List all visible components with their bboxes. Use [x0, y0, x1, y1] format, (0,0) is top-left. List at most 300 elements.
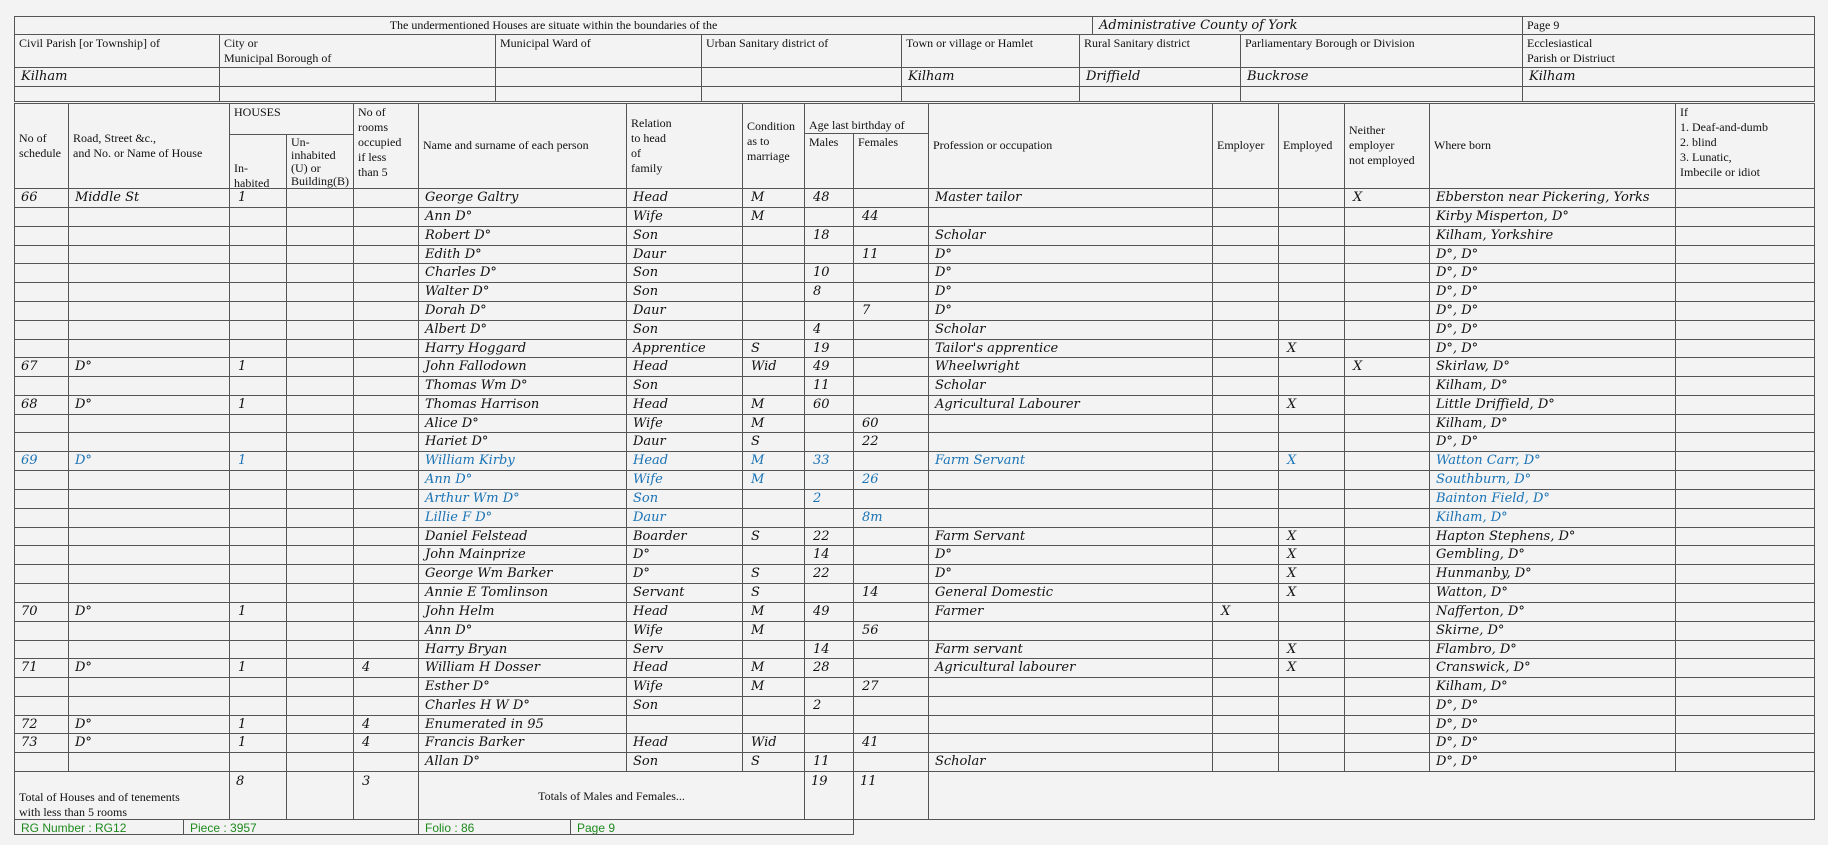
- cell-inhabited: 1: [229, 715, 287, 734]
- cell-uninhabited: [286, 489, 354, 509]
- col-relation-header: Relation to head of family: [626, 103, 743, 189]
- cell-road: [68, 320, 230, 340]
- cell-rooms: [353, 339, 419, 358]
- cell-neither: [1344, 545, 1430, 565]
- cell-relation: Head: [626, 395, 743, 415]
- cell-relation: Boarder: [626, 527, 743, 546]
- cell-relation: Wife: [626, 207, 743, 227]
- cell-schedule: [14, 282, 69, 302]
- cell-condition: [742, 508, 805, 528]
- cell-females: [853, 320, 929, 340]
- cell-neither: [1344, 621, 1430, 641]
- cell-females: [853, 602, 929, 622]
- cell-males: [804, 621, 854, 641]
- cell-where-born: Cranswick, D°: [1429, 658, 1676, 678]
- cell-males: [804, 301, 854, 321]
- cell-road: D°: [68, 451, 230, 471]
- cell-uninhabited: [286, 282, 354, 302]
- cell-condition: [742, 320, 805, 340]
- cell-employer: [1212, 320, 1279, 340]
- cell-neither: [1344, 395, 1430, 415]
- cell-employer: [1212, 301, 1279, 321]
- cell-inhabited: [229, 432, 287, 452]
- cell-condition: M: [742, 677, 805, 697]
- totals-males: 19: [804, 771, 854, 820]
- cell-name: Thomas Harrison: [418, 395, 627, 415]
- cell-condition: M: [742, 188, 805, 208]
- cell-uninhabited: [286, 320, 354, 340]
- cell-profession: [928, 432, 1213, 452]
- cell-employer: [1212, 414, 1279, 433]
- cell-schedule: [14, 339, 69, 358]
- cell-females: 11: [853, 245, 929, 264]
- cell-infirmity: [1675, 489, 1815, 509]
- cell-rooms: [353, 677, 419, 697]
- cell-uninhabited: [286, 357, 354, 377]
- cell-road: [68, 245, 230, 264]
- cell-where-born: Kirby Misperton, D°: [1429, 207, 1676, 227]
- cell-rooms: [353, 489, 419, 509]
- cell-rooms: [353, 621, 419, 641]
- cell-relation: Son: [626, 376, 743, 396]
- cell-employer: [1212, 658, 1279, 678]
- cell-inhabited: [229, 489, 287, 509]
- cell-inhabited: [229, 752, 287, 772]
- cell-females: 44: [853, 207, 929, 227]
- cell-females: [853, 696, 929, 716]
- col-profession-header: Profession or occupation: [928, 103, 1213, 189]
- cell-schedule: [14, 583, 69, 603]
- col-employed-header: Employed: [1278, 103, 1345, 189]
- cell-where-born: D°, D°: [1429, 245, 1676, 264]
- cell-condition: [742, 226, 805, 246]
- cell-employed: X: [1278, 583, 1345, 603]
- cell-condition: [742, 245, 805, 264]
- cell-profession: [928, 414, 1213, 433]
- cell-inhabited: [229, 545, 287, 565]
- cell-road: [68, 339, 230, 358]
- cell-employed: X: [1278, 339, 1345, 358]
- cell-employed: [1278, 207, 1345, 227]
- cell-name: Ann D°: [418, 621, 627, 641]
- cell-infirmity: [1675, 301, 1815, 321]
- cell-employed: X: [1278, 640, 1345, 659]
- cell-name: Lillie F D°: [418, 508, 627, 528]
- cell-relation: Son: [626, 320, 743, 340]
- cell-infirmity: [1675, 583, 1815, 603]
- cell-inhabited: [229, 640, 287, 659]
- cell-road: [68, 621, 230, 641]
- cell-employer: [1212, 188, 1279, 208]
- cell-inhabited: 1: [229, 451, 287, 471]
- cell-neither: [1344, 301, 1430, 321]
- cell-relation: Apprentice: [626, 339, 743, 358]
- cell-uninhabited: [286, 733, 354, 753]
- cell-employer: [1212, 395, 1279, 415]
- cell-employed: [1278, 470, 1345, 490]
- cell-employer: [1212, 245, 1279, 264]
- cell-profession: Agricultural labourer: [928, 658, 1213, 678]
- cell-females: [853, 752, 929, 772]
- cell-neither: [1344, 432, 1430, 452]
- cell-females: [853, 489, 929, 509]
- town-value: Kilham: [901, 67, 1080, 87]
- cell-schedule: 69: [14, 451, 69, 471]
- cell-employer: X: [1212, 602, 1279, 622]
- table-row: 66: [14, 188, 69, 208]
- cell-name: Ann D°: [418, 207, 627, 227]
- cell-name: Harry Bryan: [418, 640, 627, 659]
- cell-infirmity: [1675, 508, 1815, 528]
- urban-district-value: [701, 67, 902, 87]
- cell-males: 33: [804, 451, 854, 471]
- cell-where-born: Ebberston near Pickering, Yorks: [1429, 188, 1676, 208]
- cell-neither: [1344, 263, 1430, 283]
- cell-infirmity: [1675, 282, 1815, 302]
- cell-road: D°: [68, 602, 230, 622]
- cell-females: 27: [853, 677, 929, 697]
- cell-females: [853, 658, 929, 678]
- cell-inhabited: 1: [229, 602, 287, 622]
- cell-employed: [1278, 621, 1345, 641]
- cell-females: [853, 188, 929, 208]
- cell-females: [853, 640, 929, 659]
- cell-condition: Wid: [742, 733, 805, 753]
- cell-employer: [1212, 470, 1279, 490]
- cell-condition: M: [742, 414, 805, 433]
- cell-where-born: D°, D°: [1429, 715, 1676, 734]
- ward-label: Municipal Ward of: [495, 34, 702, 68]
- cell-where-born: Kilham, D°: [1429, 677, 1676, 697]
- urban-district-label: Urban Sanitary district of: [701, 34, 902, 68]
- cell-condition: S: [742, 583, 805, 603]
- cell-employer: [1212, 752, 1279, 772]
- cell-uninhabited: [286, 527, 354, 546]
- cell-name: Arthur Wm D°: [418, 489, 627, 509]
- cell-profession: Scholar: [928, 320, 1213, 340]
- cell-relation: Daur: [626, 432, 743, 452]
- cell-condition: S: [742, 564, 805, 584]
- cell-schedule: 73: [14, 733, 69, 753]
- cell-uninhabited: [286, 226, 354, 246]
- totals-uninhabited: [286, 771, 354, 820]
- ward-value: [495, 67, 702, 87]
- header-spacer: [1522, 86, 1815, 102]
- cell-males: [804, 583, 854, 603]
- cell-name: Ann D°: [418, 470, 627, 490]
- cell-where-born: Little Driffield, D°: [1429, 395, 1676, 415]
- cell-profession: [928, 207, 1213, 227]
- cell-where-born: Flambro, D°: [1429, 640, 1676, 659]
- cell-relation: Head: [626, 602, 743, 622]
- cell-relation: Head: [626, 658, 743, 678]
- cell-where-born: Kilham, D°: [1429, 414, 1676, 433]
- cell-schedule: 67: [14, 357, 69, 377]
- cell-infirmity: [1675, 621, 1815, 641]
- cell-females: 8m: [853, 508, 929, 528]
- cell-infirmity: [1675, 245, 1815, 264]
- cell-rooms: [353, 282, 419, 302]
- cell-neither: [1344, 583, 1430, 603]
- cell-uninhabited: [286, 658, 354, 678]
- cell-where-born: D°, D°: [1429, 432, 1676, 452]
- cell-schedule: [14, 263, 69, 283]
- cell-condition: [742, 489, 805, 509]
- cell-rooms: [353, 752, 419, 772]
- cell-infirmity: [1675, 470, 1815, 490]
- cell-schedule: [14, 226, 69, 246]
- col-rooms-header: No of rooms occupied if less than 5: [353, 103, 419, 189]
- cell-employed: [1278, 320, 1345, 340]
- cell-name: Esther D°: [418, 677, 627, 697]
- cell-employer: [1212, 621, 1279, 641]
- cell-road: [68, 508, 230, 528]
- cell-road: [68, 376, 230, 396]
- cell-condition: M: [742, 621, 805, 641]
- cell-neither: [1344, 640, 1430, 659]
- cell-rooms: [353, 414, 419, 433]
- cell-relation: [626, 715, 743, 734]
- cell-relation: Serv: [626, 640, 743, 659]
- cell-inhabited: [229, 527, 287, 546]
- cell-schedule: [14, 545, 69, 565]
- cell-males: [804, 733, 854, 753]
- cell-road: [68, 752, 230, 772]
- cell-profession: D°: [928, 301, 1213, 321]
- cell-females: 26: [853, 470, 929, 490]
- cell-females: [853, 263, 929, 283]
- cell-road: [68, 677, 230, 697]
- cell-uninhabited: [286, 583, 354, 603]
- cell-relation: Wife: [626, 414, 743, 433]
- cell-road: D°: [68, 658, 230, 678]
- cell-profession: D°: [928, 245, 1213, 264]
- cell-condition: [742, 545, 805, 565]
- cell-infirmity: [1675, 432, 1815, 452]
- cell-condition: Wid: [742, 357, 805, 377]
- cell-where-born: Nafferton, D°: [1429, 602, 1676, 622]
- cell-males: 22: [804, 527, 854, 546]
- cell-relation: Head: [626, 357, 743, 377]
- cell-condition: M: [742, 470, 805, 490]
- totals-rooms: 3: [353, 771, 419, 820]
- cell-employed: [1278, 357, 1345, 377]
- cell-employed: [1278, 188, 1345, 208]
- cell-employed: [1278, 602, 1345, 622]
- cell-schedule: [14, 207, 69, 227]
- cell-infirmity: [1675, 752, 1815, 772]
- admin-county: Administrative County of York: [1092, 16, 1523, 35]
- cell-rooms: [353, 527, 419, 546]
- cell-males: 11: [804, 752, 854, 772]
- cell-profession: Farmer: [928, 602, 1213, 622]
- cell-females: [853, 527, 929, 546]
- cell-road: D°: [68, 395, 230, 415]
- cell-profession: D°: [928, 564, 1213, 584]
- cell-neither: [1344, 564, 1430, 584]
- cell-relation: Wife: [626, 677, 743, 697]
- cell-neither: [1344, 696, 1430, 716]
- cell-neither: [1344, 245, 1430, 264]
- ecclesiastical-value: Kilham: [1522, 67, 1815, 87]
- cell-employer: [1212, 226, 1279, 246]
- cell-employed: X: [1278, 451, 1345, 471]
- cell-where-born: Southburn, D°: [1429, 470, 1676, 490]
- cell-employed: [1278, 696, 1345, 716]
- cell-name: John Helm: [418, 602, 627, 622]
- cell-females: 22: [853, 432, 929, 452]
- cell-condition: [742, 263, 805, 283]
- footer-rg-number: RG Number : RG12: [14, 819, 184, 835]
- cell-condition: M: [742, 451, 805, 471]
- cell-employed: X: [1278, 658, 1345, 678]
- header-banner: The undermentioned Houses are situate within the boundaries of the: [14, 16, 1093, 35]
- cell-profession: [928, 733, 1213, 753]
- cell-where-born: Skirne, D°: [1429, 621, 1676, 641]
- cell-relation: Son: [626, 282, 743, 302]
- cell-inhabited: [229, 339, 287, 358]
- cell-schedule: 68: [14, 395, 69, 415]
- cell-rooms: 4: [353, 733, 419, 753]
- city-label: City or Municipal Borough of: [219, 34, 496, 68]
- cell-name: Annie E Tomlinson: [418, 583, 627, 603]
- cell-males: 2: [804, 696, 854, 716]
- cell-profession: General Domestic: [928, 583, 1213, 603]
- cell-inhabited: [229, 564, 287, 584]
- cell-inhabited: [229, 376, 287, 396]
- header-spacer: [1079, 86, 1241, 102]
- cell-road: [68, 489, 230, 509]
- cell-relation: Son: [626, 489, 743, 509]
- cell-males: 49: [804, 357, 854, 377]
- cell-name: Dorah D°: [418, 301, 627, 321]
- cell-infirmity: [1675, 226, 1815, 246]
- col-females-header: Females: [853, 133, 929, 189]
- header-spacer: [901, 86, 1080, 102]
- cell-relation: Son: [626, 752, 743, 772]
- cell-neither: X: [1344, 357, 1430, 377]
- cell-uninhabited: [286, 395, 354, 415]
- cell-schedule: [14, 470, 69, 490]
- cell-name: Albert D°: [418, 320, 627, 340]
- cell-uninhabited: [286, 301, 354, 321]
- cell-rooms: [353, 395, 419, 415]
- cell-uninhabited: [286, 677, 354, 697]
- cell-where-born: Gembling, D°: [1429, 545, 1676, 565]
- col-inhabited-header: In- habited: [229, 134, 287, 189]
- cell-road: D°: [68, 733, 230, 753]
- cell-employer: [1212, 432, 1279, 452]
- cell-inhabited: [229, 414, 287, 433]
- cell-females: [853, 226, 929, 246]
- cell-males: 10: [804, 263, 854, 283]
- cell-uninhabited: [286, 432, 354, 452]
- cell-where-born: D°, D°: [1429, 339, 1676, 358]
- cell-rooms: [353, 432, 419, 452]
- header-spacer: [219, 86, 496, 102]
- cell-relation: Head: [626, 188, 743, 208]
- cell-employed: X: [1278, 527, 1345, 546]
- cell-condition: [742, 640, 805, 659]
- col-infirmity-header: If 1. Deaf-and-dumb 2. blind 3. Lunatic, Imbecile or idiot: [1675, 103, 1815, 189]
- col-uninhabited-header: Un- inhabited (U) or Building(B): [286, 134, 354, 189]
- cell-infirmity: [1675, 451, 1815, 471]
- cell-where-born: Hunmanby, D°: [1429, 564, 1676, 584]
- cell-uninhabited: [286, 470, 354, 490]
- cell-name: William Kirby: [418, 451, 627, 471]
- cell-employer: [1212, 357, 1279, 377]
- cell-road: [68, 226, 230, 246]
- cell-schedule: [14, 301, 69, 321]
- cell-profession: [928, 470, 1213, 490]
- cell-name: Hariet D°: [418, 432, 627, 452]
- footer-piece: Piece : 3957: [183, 819, 419, 835]
- cell-neither: [1344, 339, 1430, 358]
- cell-employed: [1278, 376, 1345, 396]
- cell-females: [853, 545, 929, 565]
- cell-employed: [1278, 733, 1345, 753]
- col-condition-header: Condition as to marriage: [742, 103, 805, 189]
- cell-neither: [1344, 715, 1430, 734]
- cell-road: [68, 207, 230, 227]
- cell-schedule: [14, 621, 69, 641]
- cell-name: John Mainprize: [418, 545, 627, 565]
- cell-females: [853, 376, 929, 396]
- cell-uninhabited: [286, 545, 354, 565]
- cell-relation: Daur: [626, 245, 743, 264]
- cell-males: [804, 470, 854, 490]
- cell-males: 19: [804, 339, 854, 358]
- cell-uninhabited: [286, 640, 354, 659]
- cell-where-born: D°, D°: [1429, 263, 1676, 283]
- cell-uninhabited: [286, 621, 354, 641]
- col-road-header: Road, Street &c., and No. or Name of House: [68, 103, 230, 189]
- cell-condition: M: [742, 395, 805, 415]
- cell-inhabited: [229, 621, 287, 641]
- cell-neither: [1344, 733, 1430, 753]
- cell-where-born: D°, D°: [1429, 696, 1676, 716]
- cell-inhabited: [229, 320, 287, 340]
- header-spacer: [1240, 86, 1523, 102]
- col-males-header: Males: [804, 133, 854, 189]
- cell-neither: [1344, 320, 1430, 340]
- cell-uninhabited: [286, 602, 354, 622]
- cell-inhabited: 1: [229, 357, 287, 377]
- cell-road: [68, 583, 230, 603]
- cell-relation: Wife: [626, 470, 743, 490]
- cell-schedule: [14, 527, 69, 546]
- cell-employed: [1278, 677, 1345, 697]
- cell-neither: [1344, 752, 1430, 772]
- header-spacer: [14, 86, 220, 102]
- cell-employed: [1278, 414, 1345, 433]
- cell-males: 28: [804, 658, 854, 678]
- cell-females: 41: [853, 733, 929, 753]
- totals-persons-label: Totals of Males and Females...: [418, 771, 805, 820]
- cell-name: Francis Barker: [418, 733, 627, 753]
- cell-employed: [1278, 715, 1345, 734]
- cell-uninhabited: [286, 508, 354, 528]
- cell-where-born: Hapton Stephens, D°: [1429, 527, 1676, 546]
- cell-males: 8: [804, 282, 854, 302]
- cell-uninhabited: [286, 752, 354, 772]
- cell-profession: Agricultural Labourer: [928, 395, 1213, 415]
- cell-relation: Daur: [626, 508, 743, 528]
- cell-profession: D°: [928, 282, 1213, 302]
- totals-inhabited: 8: [229, 771, 287, 820]
- cell-relation: Son: [626, 696, 743, 716]
- cell-uninhabited: [286, 376, 354, 396]
